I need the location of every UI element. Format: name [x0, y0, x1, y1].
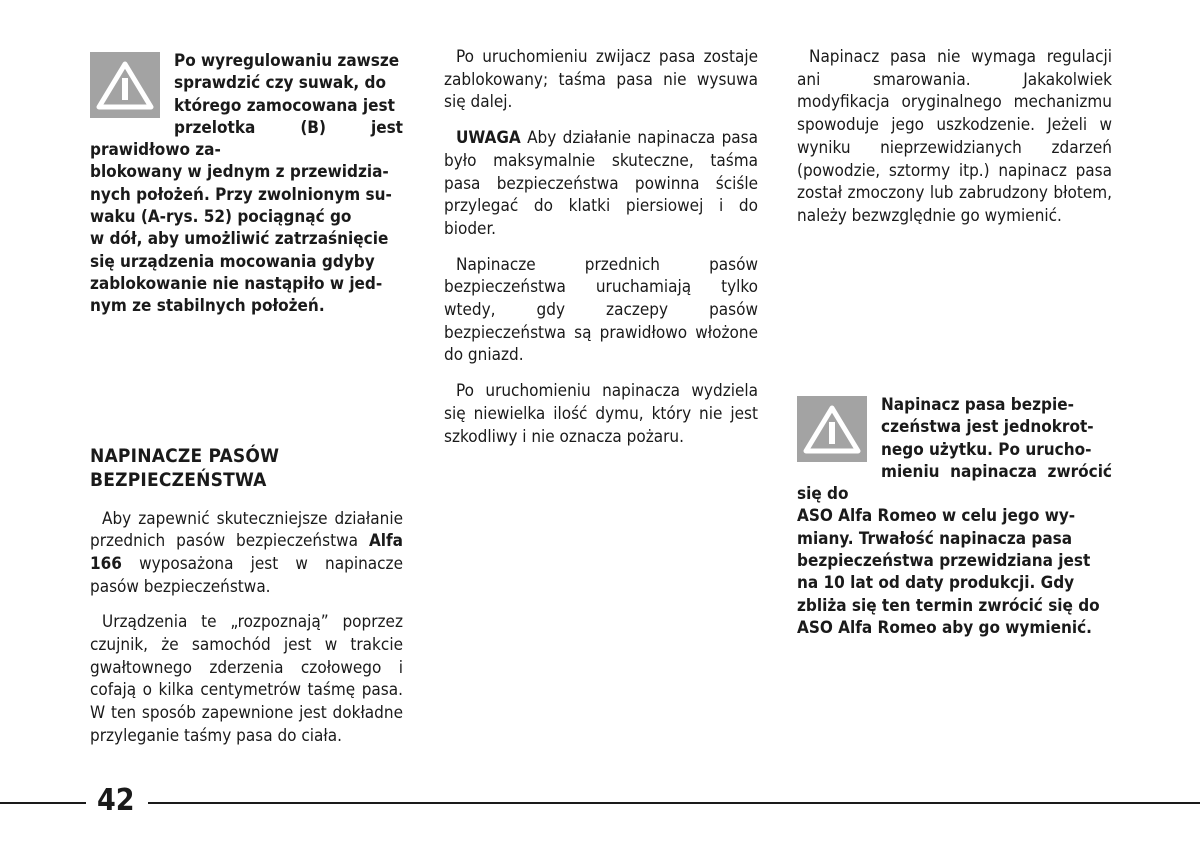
smoke-paragraph: Po uruchomieniu napinacza wydziela się niewielka ilość dymu, który nie jest szkodliwy i nie oznacza pożaru. [444, 381, 758, 447]
right-warning-wrapper [797, 394, 1112, 639]
warning-line: waku (A-rys. 52) pociągnąć go [90, 207, 352, 228]
warning-line: przelotka (B) jest prawidłowo za- [90, 117, 403, 161]
warning-line: Napinacz pasa bezpie- [881, 395, 1074, 415]
right-column [797, 46, 1112, 241]
footer-rule-right [148, 802, 1200, 804]
warning-line: ASO Alfa Romeo w celu jego wy- [797, 506, 1076, 527]
section-heading: NAPINACZE PASÓW BEZPIECZEŃSTWA [90, 444, 280, 491]
warning-line: się urządzenia mocowania gdyby [90, 251, 375, 272]
warning-line: na 10 lat od daty produkcji. Gdy [797, 573, 1075, 594]
maintenance-paragraph: Napinacz pasa nie wymaga regulacji ani smarowania. Jakakolwiek modyfikacja oryginalnego mechanizmu spowoduje jego uszkodzenie. Jeżeli w wyniku nieprzewidzianych zdarzeń (powodzie, sztormy itp.) napinacz pasa został zmoczony lub zabrudzony błotem, należy bezwzględnie go wymienić. [797, 47, 1112, 226]
warning-line: którego zamocowana jest [174, 95, 395, 116]
warning-line: Po wyregulowaniu zawsze [174, 51, 400, 71]
intro-paragraph: Aby zapewnić skuteczniejsze działanie przednich pasów bezpieczeństwa Alfa 166 wyposażona jest w napinacze pasów bezpieczeństwa. [90, 508, 403, 597]
warning-line: zbliża się ten termin zwrócić się do [797, 595, 1100, 616]
warning-line: ASO Alfa Romeo aby go wymienić. [797, 617, 1092, 638]
warning-line: sprawdzić czy suwak, do [174, 73, 386, 94]
warning-box-adjustment [90, 50, 403, 318]
note-label: UWAGA [456, 128, 521, 149]
retractor-paragraph: Po uruchomieniu zwijacz pasa zostaje zablokowany; taśma pasa nie wysuwa się dalej. [444, 47, 758, 113]
activation-paragraph: Napinacze przednich pasów bezpieczeństwa uruchamiają tylko wtedy, gdy zaczepy pasów bezpieczeństwa są prawidłowo włożone do gniazd. [444, 254, 758, 366]
left-column [90, 50, 403, 761]
warning-line: w dół, aby umożliwić zatrzaśnięcie [90, 229, 389, 250]
warning-box-single-use [797, 394, 1112, 639]
warning-line: miany. Trwałość napinacza pasa [797, 528, 1073, 549]
footer-rule-left [0, 802, 86, 804]
warning-line: czeństwa jest jednokrot- [881, 417, 1094, 438]
warning-line: mieniu napinacza zwrócić się do [797, 461, 1112, 505]
warning-line: nym ze stabilnych położeń. [90, 296, 325, 317]
warning-line: nych położeń. Przy zwolnionym su- [90, 184, 392, 205]
page-number: 42 [97, 783, 135, 818]
note-paragraph: UWAGA Aby działanie napinacza pasa było maksymalnie skuteczne, taśma pasa bezpieczeństwa powinna ściśle przylegać do klatki piersiowej i do bioder. [444, 128, 758, 239]
warning-line: bezpieczeństwa przewidziana jest [797, 551, 1091, 572]
warning-triangle-icon [90, 52, 160, 118]
warning-line: nego użytku. Po urucho- [881, 439, 1092, 460]
middle-column [444, 46, 758, 461]
description-paragraph: Urządzenia te „rozpoznają” poprzez czujnik, że samochód jest w trakcie gwałtownego zderzenia czołowego i cofają o kilka centymetrów taśmę pasa. W ten sposób zapewnione jest dokładne przyleganie taśmy pasa do ciała. [90, 612, 403, 746]
warning-line: blokowany w jednym z przewidzia- [90, 162, 389, 183]
warning-triangle-icon [797, 396, 867, 462]
warning-line: zablokowanie nie nastąpiło w jed- [90, 273, 383, 294]
